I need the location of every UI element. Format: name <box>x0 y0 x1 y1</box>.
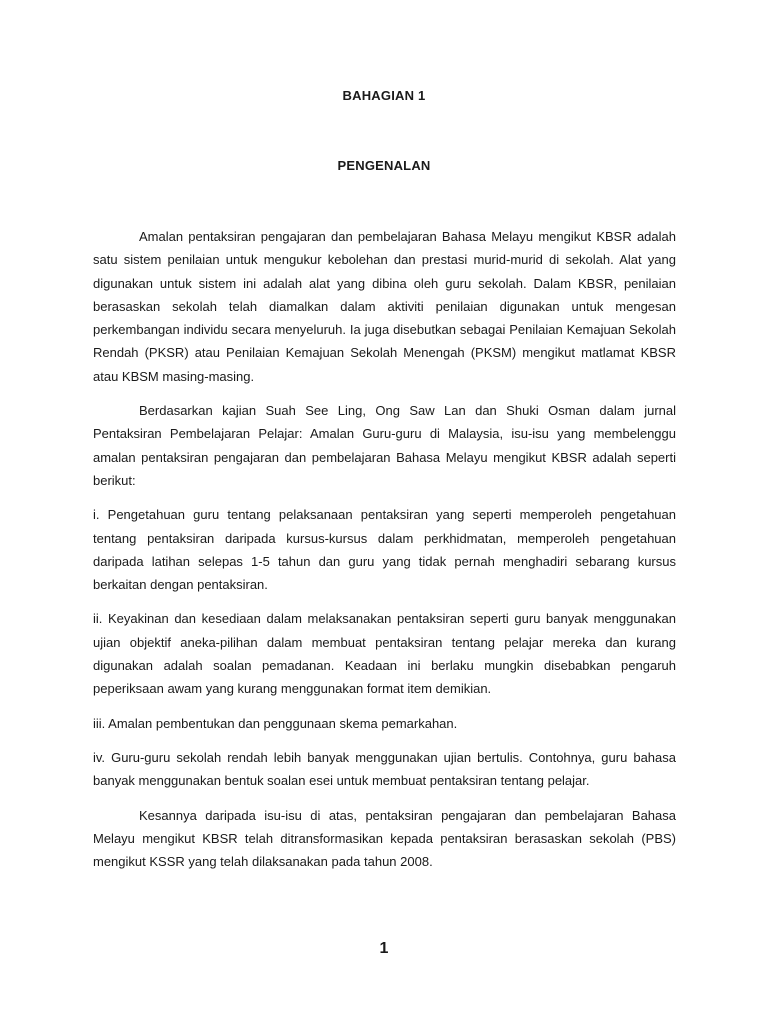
list-item-i: i. Pengetahuan guru tentang pelaksanaan pentaksiran yang seperti memperoleh pengetahuan tentang pentaksiran daripada kursus-kursus dalam perkhidmatan, memperoleh pengetahuan daripada latihan selepas 1-5 tahun dan guru yang tidak pernah menghadiri sebarang kursus berkaitan dengan pentaksiran. <box>93 507 676 593</box>
page-number: 1 <box>379 940 389 957</box>
list-item-iv: iv. Guru-guru sekolah rendah lebih banyak menggunakan ujian bertulis. Contohnya, guru bahasa banyak menggunakan bentuk soalan esei untuk membuat pentaksiran tentang pelajar. <box>93 749 676 789</box>
list-item-ii: ii. Keyakinan dan kesediaan dalam melaksanakan pentaksiran seperti guru banyak menggunakan ujian objektif aneka-pilihan dalam membuat pentaksiran tentang pelajar mereka dan kurang digunakan adalah soalan pemadanan. Keadaan ini berlaku mungkin disebabkan pengaruh peperiksaan awam yang kurang menggunakan format item demikian. <box>93 611 676 697</box>
paragraph-conclusion: Kesannya daripada isu-isu di atas, pentaksiran pengajaran dan pembelajaran Bahasa Melayu mengikut KBSR telah ditransformasikan kepada pentaksiran berasaskan sekolah (PBS) mengikut KSSR yang telah dilaksanakan pada tahun 2008. <box>93 807 676 870</box>
section-title: PENGENALAN <box>337 158 431 173</box>
list-item-iii: iii. Amalan pembentukan dan penggunaan skema pemarkahan. <box>93 715 458 731</box>
paragraph-study: Berdasarkan kajian Suah See Ling, Ong Saw Lan dan Shuki Osman dalam jurnal Pentaksiran Pembelajaran Pelajar: Amalan Guru-guru di Malaysia, isu-isu yang membelenggu amalan pentaksiran pengajaran dan pembelajaran Bahasa Melayu mengikut KBSR adalah seperti berikut: <box>93 403 676 488</box>
paragraph-intro: Amalan pentaksiran pengajaran dan pembelajaran Bahasa Melayu mengikut KBSR adalah satu sistem penilaian untuk mengukur kebolehan dan prestasi murid-murid di sekolah. Alat yang digunakan untuk sistem ini adalah alat yang dibina oleh guru sekolah. Dalam KBSR, penilaian berasaskan sekolah telah diamalkan dalam aktiviti penilaian digunakan untuk mengesan perkembangan individu secara menyeluruh. Ia juga disebutkan sebagai Penilaian Kemajuan Sekolah Rendah (PKSR) atau Penilaian Kemajuan Sekolah Menengah (PKSM) mengikut matlamat KBSR atau KBSM masing-masing. <box>93 229 676 384</box>
body-text <box>93 225 676 884</box>
chapter-heading: BAHAGIAN 1 <box>342 88 426 103</box>
